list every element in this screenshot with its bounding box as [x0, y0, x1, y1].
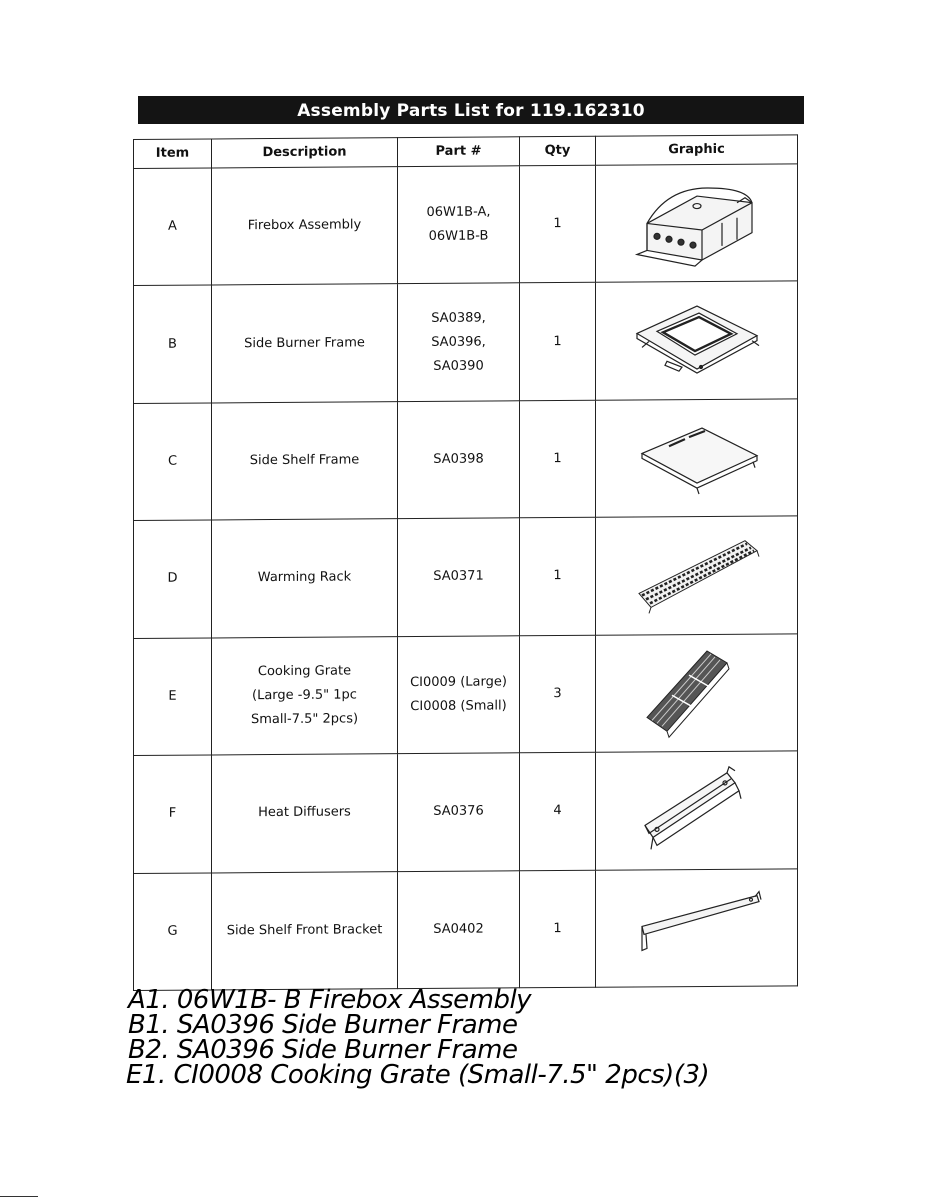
- description-cell: [212, 401, 398, 520]
- graphic-cell: [596, 868, 798, 987]
- table-row: [134, 281, 798, 403]
- header-item: Item: [134, 139, 212, 169]
- warming-rack-icon: [627, 535, 767, 616]
- graphic-cell: [596, 516, 798, 635]
- item-cell: C: [134, 403, 212, 521]
- header-graphic: Graphic: [596, 135, 798, 165]
- description-line: Heat Diffusers: [258, 804, 351, 821]
- part-line: CI0008 (Small): [410, 698, 507, 714]
- graphic-cell: [596, 281, 798, 400]
- item-cell: G: [134, 872, 212, 990]
- handwritten-note-line: B2. SA0396 Side Burner Frame: [128, 1035, 518, 1065]
- description-cell: [212, 519, 398, 638]
- item-cell: D: [134, 520, 212, 638]
- item-cell: F: [134, 755, 212, 873]
- qty-cell: 1: [520, 283, 596, 401]
- table-row: [134, 868, 798, 990]
- description-line: Small-7.5" 2pcs): [250, 711, 359, 728]
- front-bracket-icon: [627, 887, 767, 968]
- description-line: (Large -9.5" 1pc: [252, 687, 357, 704]
- scan-mark: [0, 1196, 38, 1197]
- part-cell: [398, 518, 520, 636]
- part-cell: [398, 635, 520, 753]
- part-line: SA0398: [433, 451, 484, 467]
- handwritten-note-line: A1. 06W1B- B Firebox Assembly: [128, 985, 532, 1015]
- part-line: SA0402: [433, 921, 484, 937]
- part-line: 06W1B-A,: [426, 204, 491, 221]
- description-cell: [212, 871, 398, 990]
- table-header-row: [134, 135, 798, 169]
- qty-cell: 1: [520, 400, 596, 518]
- graphic-cell: [596, 399, 798, 518]
- description-line: Side Burner Frame: [244, 335, 365, 351]
- qty-cell: 1: [520, 870, 596, 988]
- qty-cell: 1: [520, 518, 596, 636]
- part-line: SA0389, SA0396,: [431, 310, 486, 350]
- description-line: Side Shelf Frame: [249, 452, 360, 469]
- side-shelf-frame-icon: [627, 418, 767, 499]
- handwritten-notes: [122, 985, 842, 1090]
- part-line: SA0376: [433, 803, 484, 820]
- parts-table: [133, 134, 798, 991]
- description-line: Firebox Assembly: [247, 217, 362, 234]
- part-line: SA0390: [433, 358, 484, 374]
- table-row: [134, 751, 798, 873]
- item-cell: A: [134, 168, 212, 286]
- table-row: [134, 164, 798, 286]
- graphic-cell: [596, 751, 798, 870]
- item-cell: E: [134, 638, 212, 756]
- part-cell: [398, 870, 520, 988]
- cooking-grate-icon: [627, 645, 767, 741]
- description-cell: [212, 636, 398, 755]
- part-cell: [398, 401, 520, 519]
- qty-cell: 4: [520, 752, 596, 870]
- table-row: [134, 634, 798, 756]
- description-cell: [212, 284, 398, 403]
- part-cell: [398, 753, 520, 871]
- part-cell: [398, 283, 520, 401]
- table-row: [134, 516, 798, 638]
- part-cell: [398, 166, 520, 284]
- part-line: 06W1B-B: [428, 228, 489, 245]
- header-part-number: Part #: [398, 137, 520, 167]
- part-line: SA0371: [433, 569, 484, 585]
- description-cell: [212, 167, 398, 286]
- graphic-cell: [596, 634, 798, 753]
- heat-diffuser-icon: [627, 762, 767, 858]
- description-line: Warming Rack: [257, 569, 352, 586]
- side-burner-frame-icon: [627, 300, 767, 381]
- description-line: Side Shelf Front Bracket: [226, 922, 383, 939]
- header-qty: Qty: [520, 136, 596, 166]
- description-line: Cooking Grate: [257, 663, 352, 680]
- handwritten-note-line: E1. CI0008 Cooking Grate (Small-7.5" 2pcs)(3): [126, 1060, 710, 1090]
- graphic-cell: [596, 164, 798, 283]
- description-cell: [212, 754, 398, 873]
- header-description: Description: [212, 138, 398, 168]
- table-row: [134, 399, 798, 521]
- qty-cell: 3: [520, 635, 596, 753]
- qty-cell: 1: [520, 165, 596, 283]
- item-cell: B: [134, 285, 212, 403]
- grill-firebox-icon: [627, 178, 767, 269]
- parts-list-title: Assembly Parts List for 119.162310: [138, 96, 804, 124]
- handwritten-note-line: B1. SA0396 Side Burner Frame: [128, 1010, 518, 1040]
- part-line: CI0009 (Large): [410, 674, 507, 690]
